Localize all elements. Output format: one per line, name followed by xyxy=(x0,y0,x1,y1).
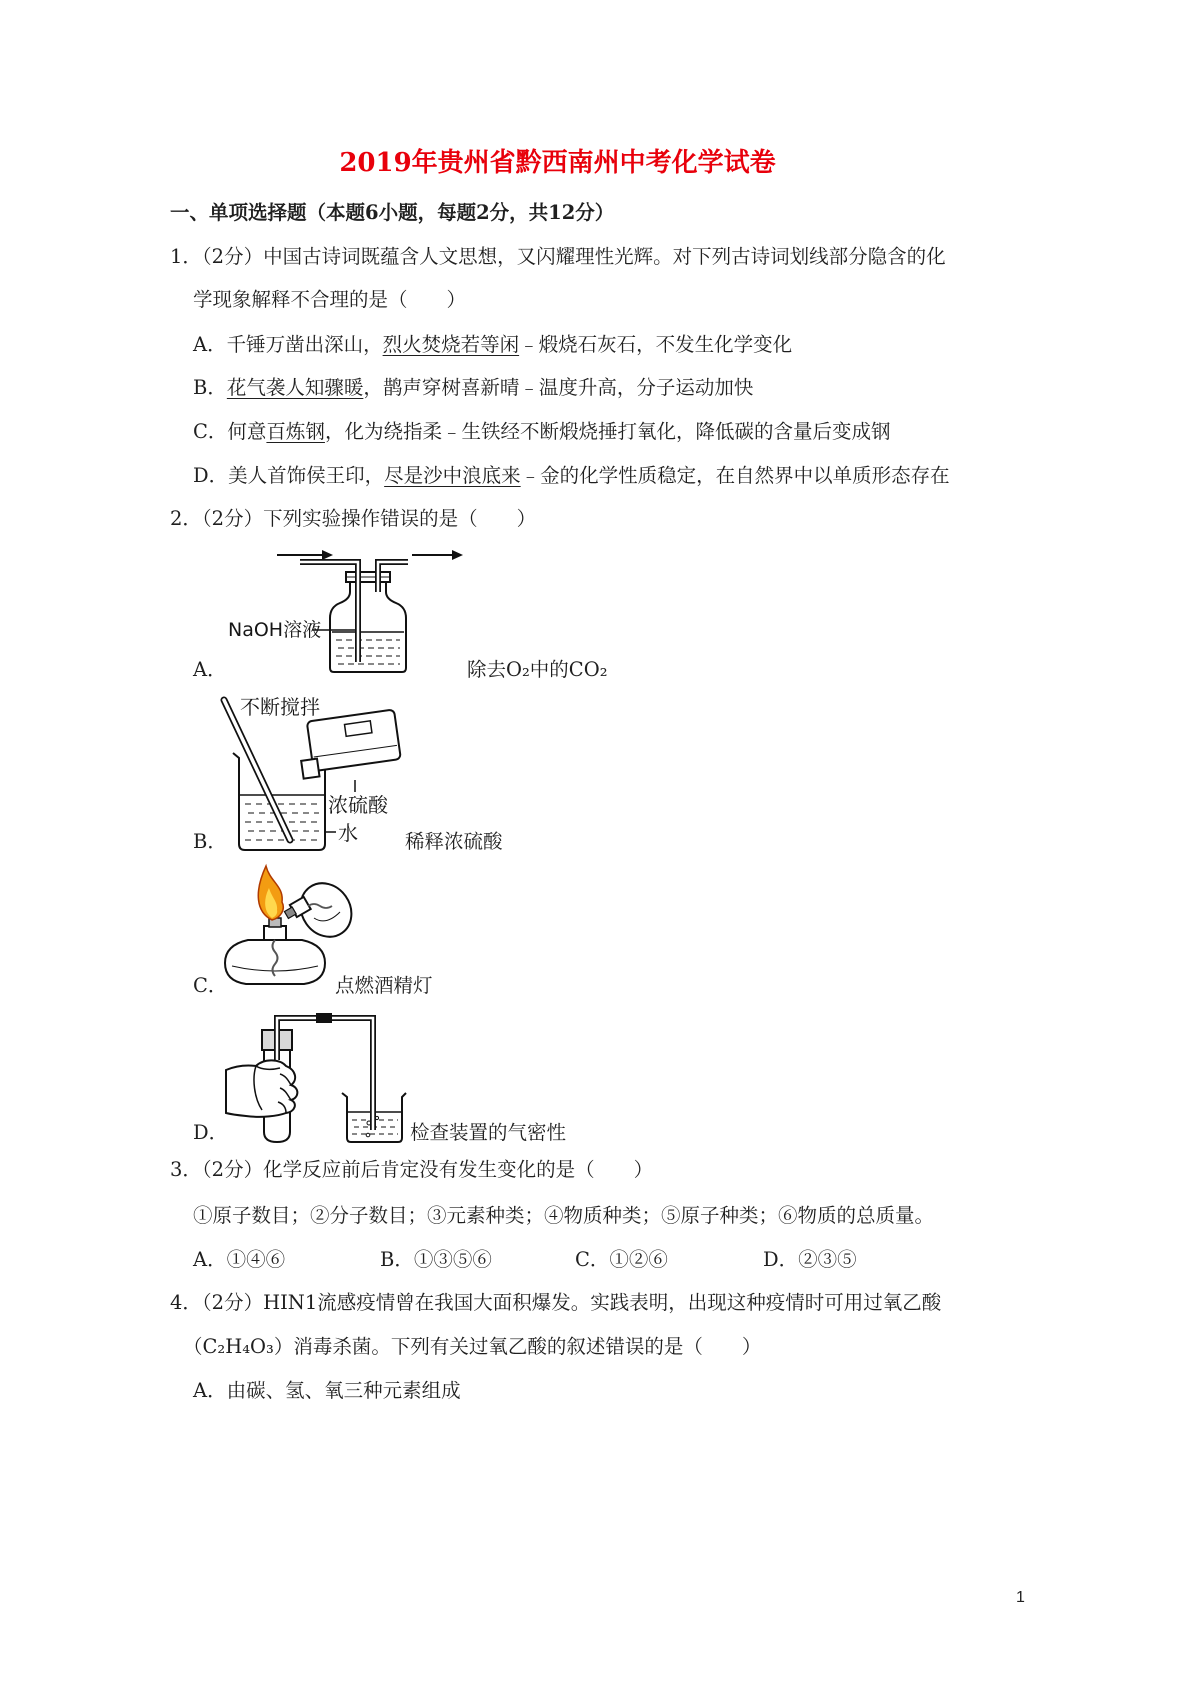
option-text: B． xyxy=(193,376,227,399)
q1-stem-line-2: 学现象解释不合理的是（ ） xyxy=(193,288,467,311)
sulfuric-acid-label: 浓硫酸 xyxy=(328,793,388,817)
water-label: 水 xyxy=(338,821,358,845)
q2-option-c-caption: 点燃酒精灯 xyxy=(335,974,433,997)
q3-option-d: D．②③⑤ xyxy=(763,1248,857,1271)
q3-option-c: C．①②⑥ xyxy=(575,1248,668,1271)
stir-constantly-label: 不断搅拌 xyxy=(240,695,320,719)
glass-rod xyxy=(224,700,290,840)
q1-option-b xyxy=(193,376,753,400)
q4-option-a: A．由碳、氢、氧三种元素组成 xyxy=(193,1379,461,1402)
gas-inflow-arrow-icon xyxy=(277,550,333,560)
tilted-alcohol-lamp xyxy=(283,873,362,946)
q1-stem-line-1: 1．（2分）中国古诗词既蕴含人文思想，又闪耀理性光辉。对下列古诗词划线部分隐含的化 xyxy=(170,245,946,268)
rubber-stopper xyxy=(346,572,390,582)
q2-option-a-label: A． xyxy=(193,658,227,681)
option-explanation: ﹣煅烧石灰石，不发生化学变化 xyxy=(519,333,793,356)
option-explanation: ，化为绕指柔﹣生铁经不断煅烧捶打氧化，降低碳的含量后变成钢 xyxy=(324,420,891,443)
reagent-bottle xyxy=(296,709,402,778)
q2-option-d-caption: 检查装置的气密性 xyxy=(410,1121,567,1144)
page-title: 2019年贵州省黔西南州中考化学试卷 xyxy=(339,148,776,178)
option-text: D．美人首饰侯王印， xyxy=(193,464,385,487)
q3-option-a: A．①④⑥ xyxy=(193,1248,286,1271)
underlined-verse: 花气袭人知骤暖 xyxy=(226,376,364,399)
q4-stem-line-2: （C₂H₄O₃）消毒杀菌。下列有关过氧乙酸的叙述错误的是（ ） xyxy=(183,1335,762,1358)
underlined-verse: 尽是沙中浪底来 xyxy=(384,464,521,487)
q2-stem: 2．（2分）下列实验操作错误的是（ ） xyxy=(170,507,537,530)
option-explanation: ，鹊声穿树喜新晴﹣温度升高，分子运动加快 xyxy=(363,376,754,399)
q1-option-c xyxy=(193,420,890,444)
q1-option-a xyxy=(193,333,792,357)
naoh-solution-label: NaOH溶液 xyxy=(228,619,322,641)
gas-outflow-arrow-icon xyxy=(412,550,463,560)
q2-option-b-caption: 稀释浓硫酸 xyxy=(405,830,503,853)
option-text: A．千锤万凿出深山， xyxy=(193,333,383,356)
gas-washing-bottle xyxy=(330,582,406,672)
rubber-connector xyxy=(316,1013,332,1023)
section-heading: 一、单项选择题（本题6小题，每题2分，共12分） xyxy=(170,201,615,224)
q3-stem: 3．（2分）化学反应前后肯定没有发生变化的是（ ） xyxy=(170,1158,654,1181)
q4-stem-line-1: 4．（2分）HIN1流感疫情曾在我国大面积爆发。实践表明，出现这种疫情时可用过氧乙酸 xyxy=(170,1291,942,1314)
underlined-verse: 百炼钢 xyxy=(266,420,325,443)
q1-option-d xyxy=(193,464,950,488)
flame-icon xyxy=(258,866,283,920)
airtightness-figure xyxy=(222,1008,412,1148)
q2-option-c-label: C． xyxy=(193,974,228,997)
q3-items: ①原子数目；②分子数目；③元素种类；④物质种类；⑤原子种类；⑥物质的总质量。 xyxy=(193,1204,935,1227)
option-text: C．何意 xyxy=(193,420,267,443)
page-number: 1 xyxy=(1016,1589,1025,1606)
q2-option-d-label: D． xyxy=(193,1121,229,1144)
option-explanation: ﹣金的化学性质稳定，在自然界中以单质形态存在 xyxy=(520,464,950,487)
q3-option-b: B．①③⑤⑥ xyxy=(380,1248,492,1271)
gas-washing-figure xyxy=(222,540,472,675)
q2-option-a-caption: 除去O₂中的CO₂ xyxy=(467,658,608,681)
underlined-verse: 烈火焚烧若等闲 xyxy=(382,333,520,356)
q2-option-b-label: B． xyxy=(193,830,227,853)
hand-icon xyxy=(226,1060,297,1116)
dilution-figure xyxy=(215,690,405,855)
